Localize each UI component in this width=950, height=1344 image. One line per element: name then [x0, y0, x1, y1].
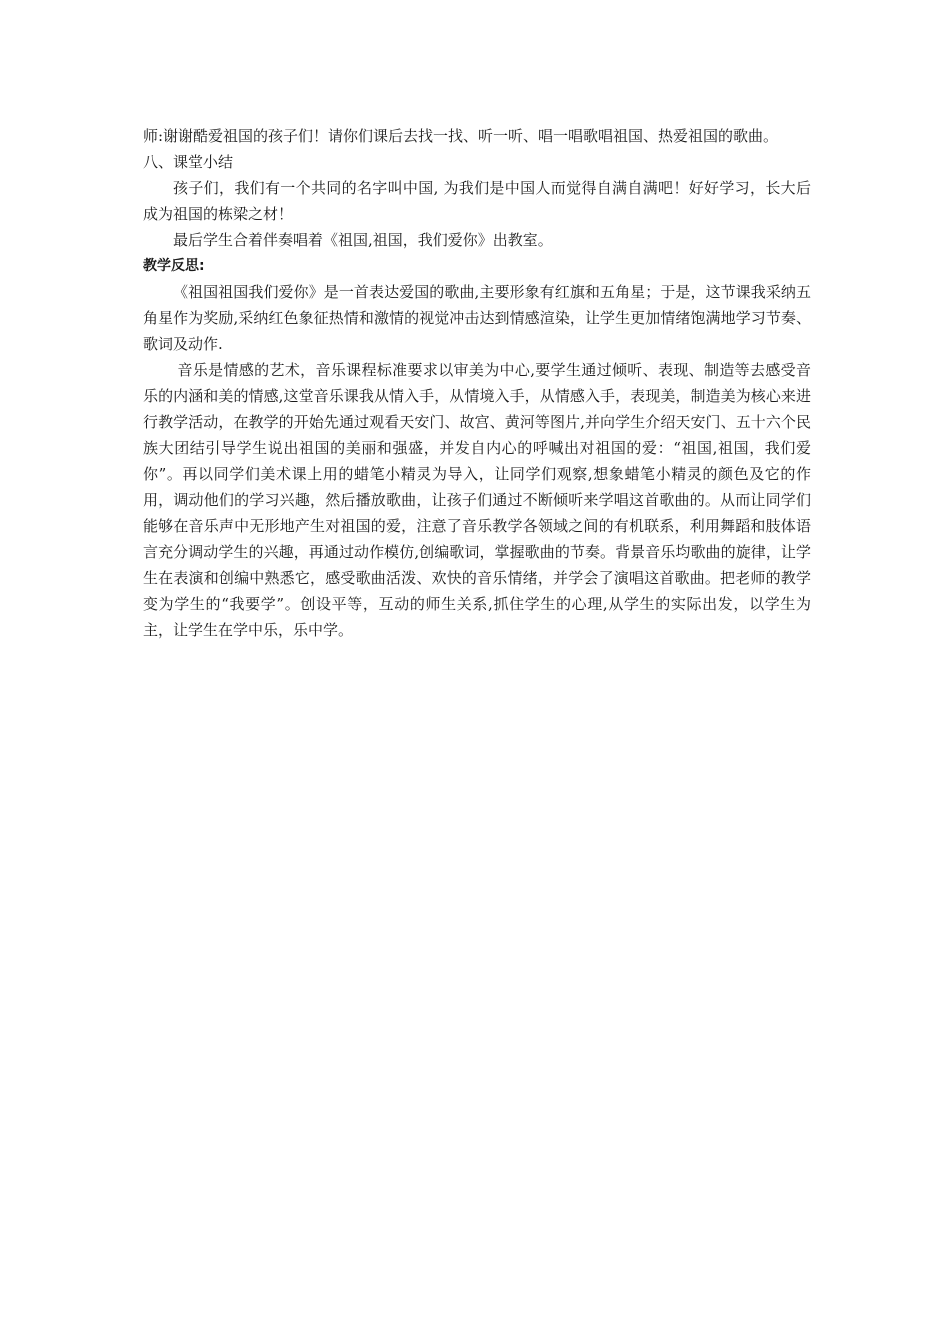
teacher-closing-paragraph: 师:谢谢酷爱祖国的孩子们！请你们课后去找一找、听一听、唱一唱歌唱祖国、热爱祖国的歌曲。	[143, 127, 779, 145]
reflection-paragraph-1: 《祖国祖国我们爱你》是一首表达爱国的歌曲,主要形象有红旗和五角星；于是，这节课我采纳五角星作为奖励,采纳红色象征热情和激情的视觉冲击达到情感渲染，让学生更加情绪饱满地学习节奏、歌词及动作.	[143, 283, 811, 353]
summary-paragraph-2: 最后学生合着伴奏唱着《祖国,祖国，我们爱你》出教室。	[173, 231, 553, 249]
document-body	[143, 123, 811, 643]
summary-paragraph-1: 孩子们，我们有一个共同的名字叫中国, 为我们是中国人而觉得自满自满吧！好好学习，长大后成为祖国的栋梁之材！	[143, 179, 811, 223]
reflection-heading: 教学反思:	[143, 258, 205, 274]
section-heading-summary: 八、课堂小结	[143, 153, 234, 171]
reflection-paragraph-2: 音乐是情感的艺术，音乐课程标准要求以审美为中心,要学生通过倾听、表现、制造等去感受音乐的内涵和美的情感,这堂音乐课我从情入手，从情境入手，从情感入手，表现美，制造美为核心来进行教学活动，在教学的开始先通过观看天安门、故宫、黄河等图片,并向学生介绍天安门、五十六个民族大团结引导学生说出祖国的美丽和强盛，并发自内心的呼喊出对祖国的爱：“祖国,祖国，我们爱你”。再以同学们美术课上用的蜡笔小精灵为导入，让同学们观察,想象蜡笔小精灵的颜色及它的作用，调动他们的学习兴趣，然后播放歌曲，让孩子们通过不断倾听来学唱这首歌曲的。从而让同学们能够在音乐声中无形地产生对祖国的爱，注意了音乐教学各领域之间的有机联系，利用舞蹈和肢体语言充分调动学生的兴趣，再通过动作模仿,创编歌词，掌握歌曲的节奏。背景音乐均歌曲的旋律，让学生在表演和创编中熟悉它，感受歌曲活泼、欢快的音乐情绪，并学会了演唱这首歌曲。把老师的教学变为学生的“我要学”。创设平等，互动的师生关系,抓住学生的心理,从学生的实际出发，以学生为主，让学生在学中乐，乐中学。	[143, 361, 811, 639]
